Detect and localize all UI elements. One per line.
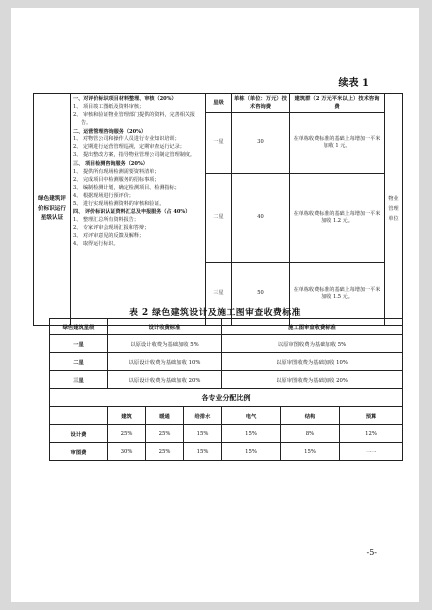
ratio-row-label: 设计费 (50, 425, 108, 443)
area-fee-cell: 在单栋收费标准的基础上每增加一平米加收 1 元。 (290, 113, 385, 174)
section-item: 4、 根据现场进行预评价； (73, 192, 134, 199)
star-cell: 三星 (206, 263, 232, 326)
area-fee-cell: 在单栋收费标准的基础上每增加一平米加收 1.2 元。 (290, 174, 385, 263)
design-fee-value: 以原设计收费为基础加收 10% (108, 353, 222, 371)
document-page (11, 8, 419, 602)
service-content-cell (71, 94, 206, 326)
ratio-value: 15% (184, 443, 222, 461)
ratio-value: 25% (108, 425, 146, 443)
ratio-header: 建筑 (108, 407, 146, 425)
star-cell: 一星 (206, 113, 232, 174)
section-item: 1、 提供所有现场检测需要资料清单； (73, 169, 160, 176)
ratio-value: 25% (146, 443, 184, 461)
section-title: 一、对评价标识项目材料整理、审核（20%） (73, 96, 177, 102)
ratio-value: 12% (340, 425, 403, 443)
ratio-value: 15% (184, 425, 222, 443)
section-title: 四、 评价标识认证资料汇总及申报服务（占 40%） (73, 209, 191, 216)
ratio-value: 25% (146, 425, 184, 443)
price-cell: 30 (232, 113, 290, 174)
ratio-value: 15% (281, 443, 340, 461)
section-item: 4、 取得运行标识。 (73, 241, 119, 248)
section-item: 3、 编制检测计划，确定检测项目、检测指标； (73, 184, 180, 191)
design-fee-table (49, 318, 403, 461)
section-item: 2、 完成项目中检测服务的招标事项； (73, 176, 160, 183)
header-star-level: 绿色建筑星级 (50, 319, 108, 335)
row-label-cert: 绿色建筑评价标识运行星级认证 (34, 94, 71, 326)
design-fee-value: 以原设计收费为基础加收 5% (108, 335, 222, 353)
section-item: 3、 对评审意见的反馈及解释； (73, 233, 145, 240)
section-item: 2、 定期进行运营管理巡视，定期审查运行记录； (73, 144, 185, 151)
section-item: 2、 专家评审会现场汇报和答辩； (73, 225, 150, 232)
ratio-corner (50, 407, 108, 425)
header-design-fee: 设计收费标准 (108, 319, 222, 335)
ratio-header: 暖通 (146, 407, 184, 425)
price-cell: 50 (232, 263, 290, 326)
header-star: 星级 (206, 94, 232, 113)
section-item: 5、 进行实现场检测资料的审核和验证。 (73, 200, 165, 207)
star-label: 三星 (50, 371, 108, 389)
ratio-value: 一一 (340, 443, 403, 461)
ratio-header: 电气 (222, 407, 281, 425)
review-fee-value: 以原审图收费为基础加收 10% (222, 353, 403, 371)
ratio-row-label: 审图费 (50, 443, 108, 461)
header-area: 建筑群（2 万元平米以上）技术咨询费 (290, 94, 385, 113)
star-label: 二星 (50, 353, 108, 371)
note-cell: 物业管理单位 (385, 94, 403, 326)
star-label: 一星 (50, 335, 108, 353)
price-cell: 40 (232, 174, 290, 263)
service-fee-table (33, 93, 403, 326)
header-review-fee: 施工图审查收费标准 (222, 319, 403, 335)
ratio-value: 8% (281, 425, 340, 443)
review-fee-value: 以原审图收费为基础加收 20% (222, 371, 403, 389)
section-item: 2、 审核和验证物业管理部门提供的资料，完善相关报告。 (73, 111, 196, 126)
section-item: 1、 整理汇总所有资料报告； (73, 217, 139, 224)
ratio-header: 结构 (281, 407, 340, 425)
table2-caption: 表 2 绿色建筑设计及施工图审查收费标准 (129, 308, 301, 318)
page-number: -5- (366, 548, 377, 557)
header-price: 单栋（单位：万元）技术咨询费 (232, 94, 290, 113)
ratio-header: 预算 (340, 407, 403, 425)
section-item: 1、 项目竣工图纸及资料审核； (73, 103, 145, 110)
ratio-title: 各专业分配比例 (50, 389, 403, 407)
review-fee-value: 以原审图收费为基础加收 5% (222, 335, 403, 353)
ratio-value: 30% (108, 443, 146, 461)
section-title: 三、 项目检测咨询服务（20%） (73, 161, 148, 168)
design-fee-value: 以原设计收费为基础加收 20% (108, 371, 222, 389)
section-item: 1、 对物管公司和操作人员进行专业知识培训； (73, 136, 180, 143)
section-item: 3、 提出整改方案，指导物业管理公司制定管理制度。 (73, 152, 196, 159)
continued-label: 续表 1 (338, 78, 369, 89)
star-cell: 二星 (206, 174, 232, 263)
ratio-value: 15% (222, 443, 281, 461)
ratio-header: 给排水 (184, 407, 222, 425)
ratio-value: 15% (222, 425, 281, 443)
area-fee-cell: 在单栋收费标准的基础上每增加一平米加收 1.5 元。 (290, 263, 385, 326)
section-title: 二、运营管理咨询服务（20%） (73, 128, 147, 135)
